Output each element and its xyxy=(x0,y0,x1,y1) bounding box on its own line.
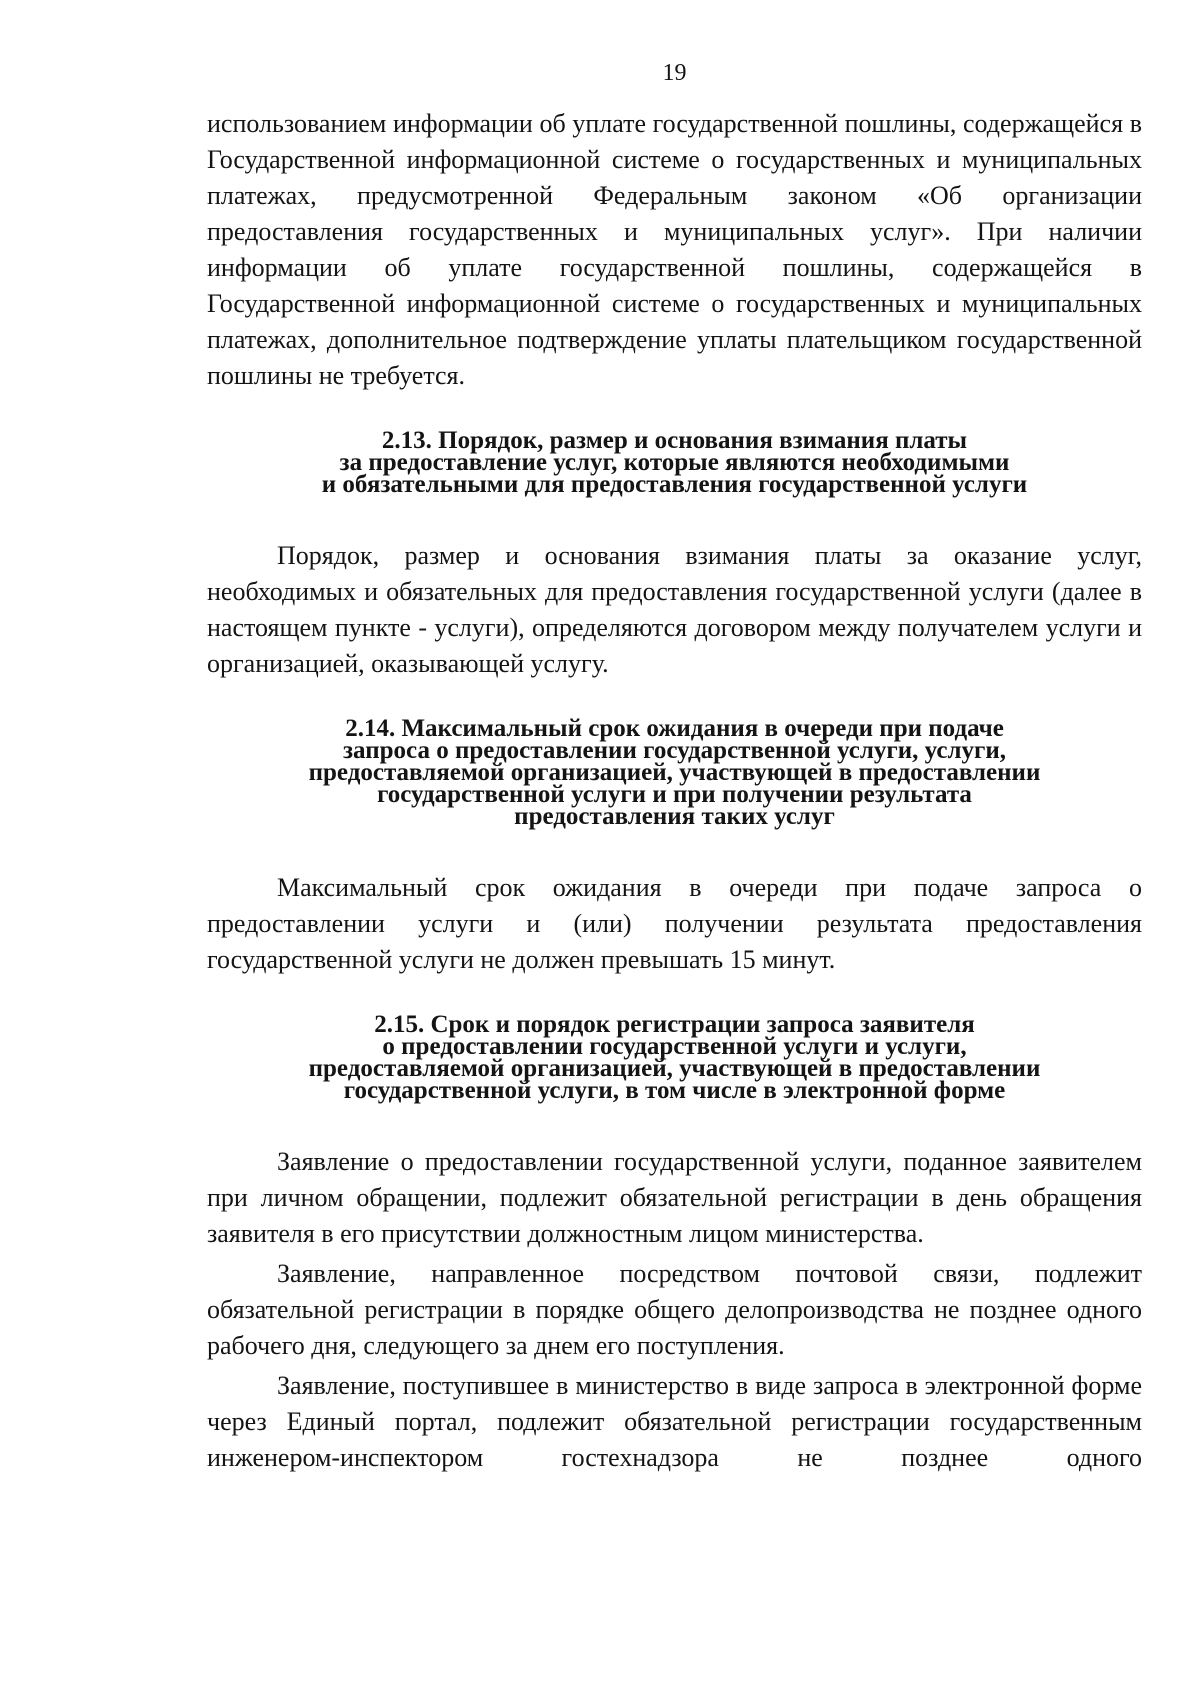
section-2-13-paragraph: Порядок, размер и основания взимания платы за оказание услуг, необходимых и обязательных для предоставления государственной услуги (далее в настоящем пункте - услуги), определяются договором между получателем услуги и организацией, оказывающей услугу. xyxy=(207,541,1142,678)
section-2-15-paragraph-1: Заявление о предоставлении государственной услуги, поданное заявителем при личном обращении, подлежит обязательной регистрации в день обращения заявителя в его присутствии должностным лицом министерства. xyxy=(207,1147,1142,1248)
section-heading-2-14 xyxy=(207,715,1142,830)
heading-line: предоставления таких услуг xyxy=(514,803,835,830)
heading-line: запроса о предоставлении государственной услуги, услуги, xyxy=(343,737,1006,764)
page-number: 19 xyxy=(662,60,687,86)
intro-paragraph: использованием информации об уплате государственной пошлины, содержащейся в Государственной информационной системе о государственных и муниципальных платежах, предусмотренной Федеральным законом «Об организации предоставления государственных и муниципальных услуг». При наличии информации об уплате государственной пошлины, содержащейся в Государственной информационной системе о государственных и муниципальных платежах, дополнительное подтверждение уплаты плательщиком государственной пошлины не требуется. xyxy=(207,109,1142,390)
section-2-14-paragraph: Максимальный срок ожидания в очереди при подаче запроса о предоставлении услуги и (или) получении результата предоставления государственной услуги не должен превышать 15 минут. xyxy=(207,873,1142,974)
section-2-15-paragraph-2: Заявление, направленное посредством почтовой связи, подлежит обязательной регистрации в порядке общего делопроизводства не позднее одного рабочего дня, следующего за днем его поступления. xyxy=(207,1259,1142,1360)
heading-line: 2.15. Срок и порядок регистрации запроса заявителя xyxy=(374,1011,975,1038)
heading-line: предоставляемой организацией, участвующей в предоставлении xyxy=(308,759,1041,786)
heading-line: государственной услуги, в том числе в электронной форме xyxy=(343,1077,1006,1104)
heading-line: предоставляемой организацией, участвующей в предоставлении xyxy=(308,1055,1041,1082)
heading-line: за предоставление услуг, которые являются необходимыми xyxy=(339,449,1010,476)
heading-line: 2.13. Порядок, размер и основания взимания платы xyxy=(381,427,968,454)
section-heading-2-13 xyxy=(207,427,1142,498)
heading-line: о предоставлении государственной услуги и услуги, xyxy=(382,1033,967,1060)
section-2-15-paragraph-3: Заявление, поступившее в министерство в виде запроса в электронной форме через Единый портал, подлежит обязательной регистрации государственным инженером-инспектором гостехнадзора не позднее одного xyxy=(207,1371,1142,1472)
section-heading-2-15 xyxy=(207,1011,1142,1104)
heading-line: государственной услуги и при получении результата xyxy=(377,781,972,808)
heading-line: 2.14. Максимальный срок ожидания в очереди при подаче xyxy=(345,715,1004,742)
heading-line: и обязательными для предоставления государственной услуги xyxy=(321,471,1028,498)
document-page xyxy=(207,60,1142,1476)
